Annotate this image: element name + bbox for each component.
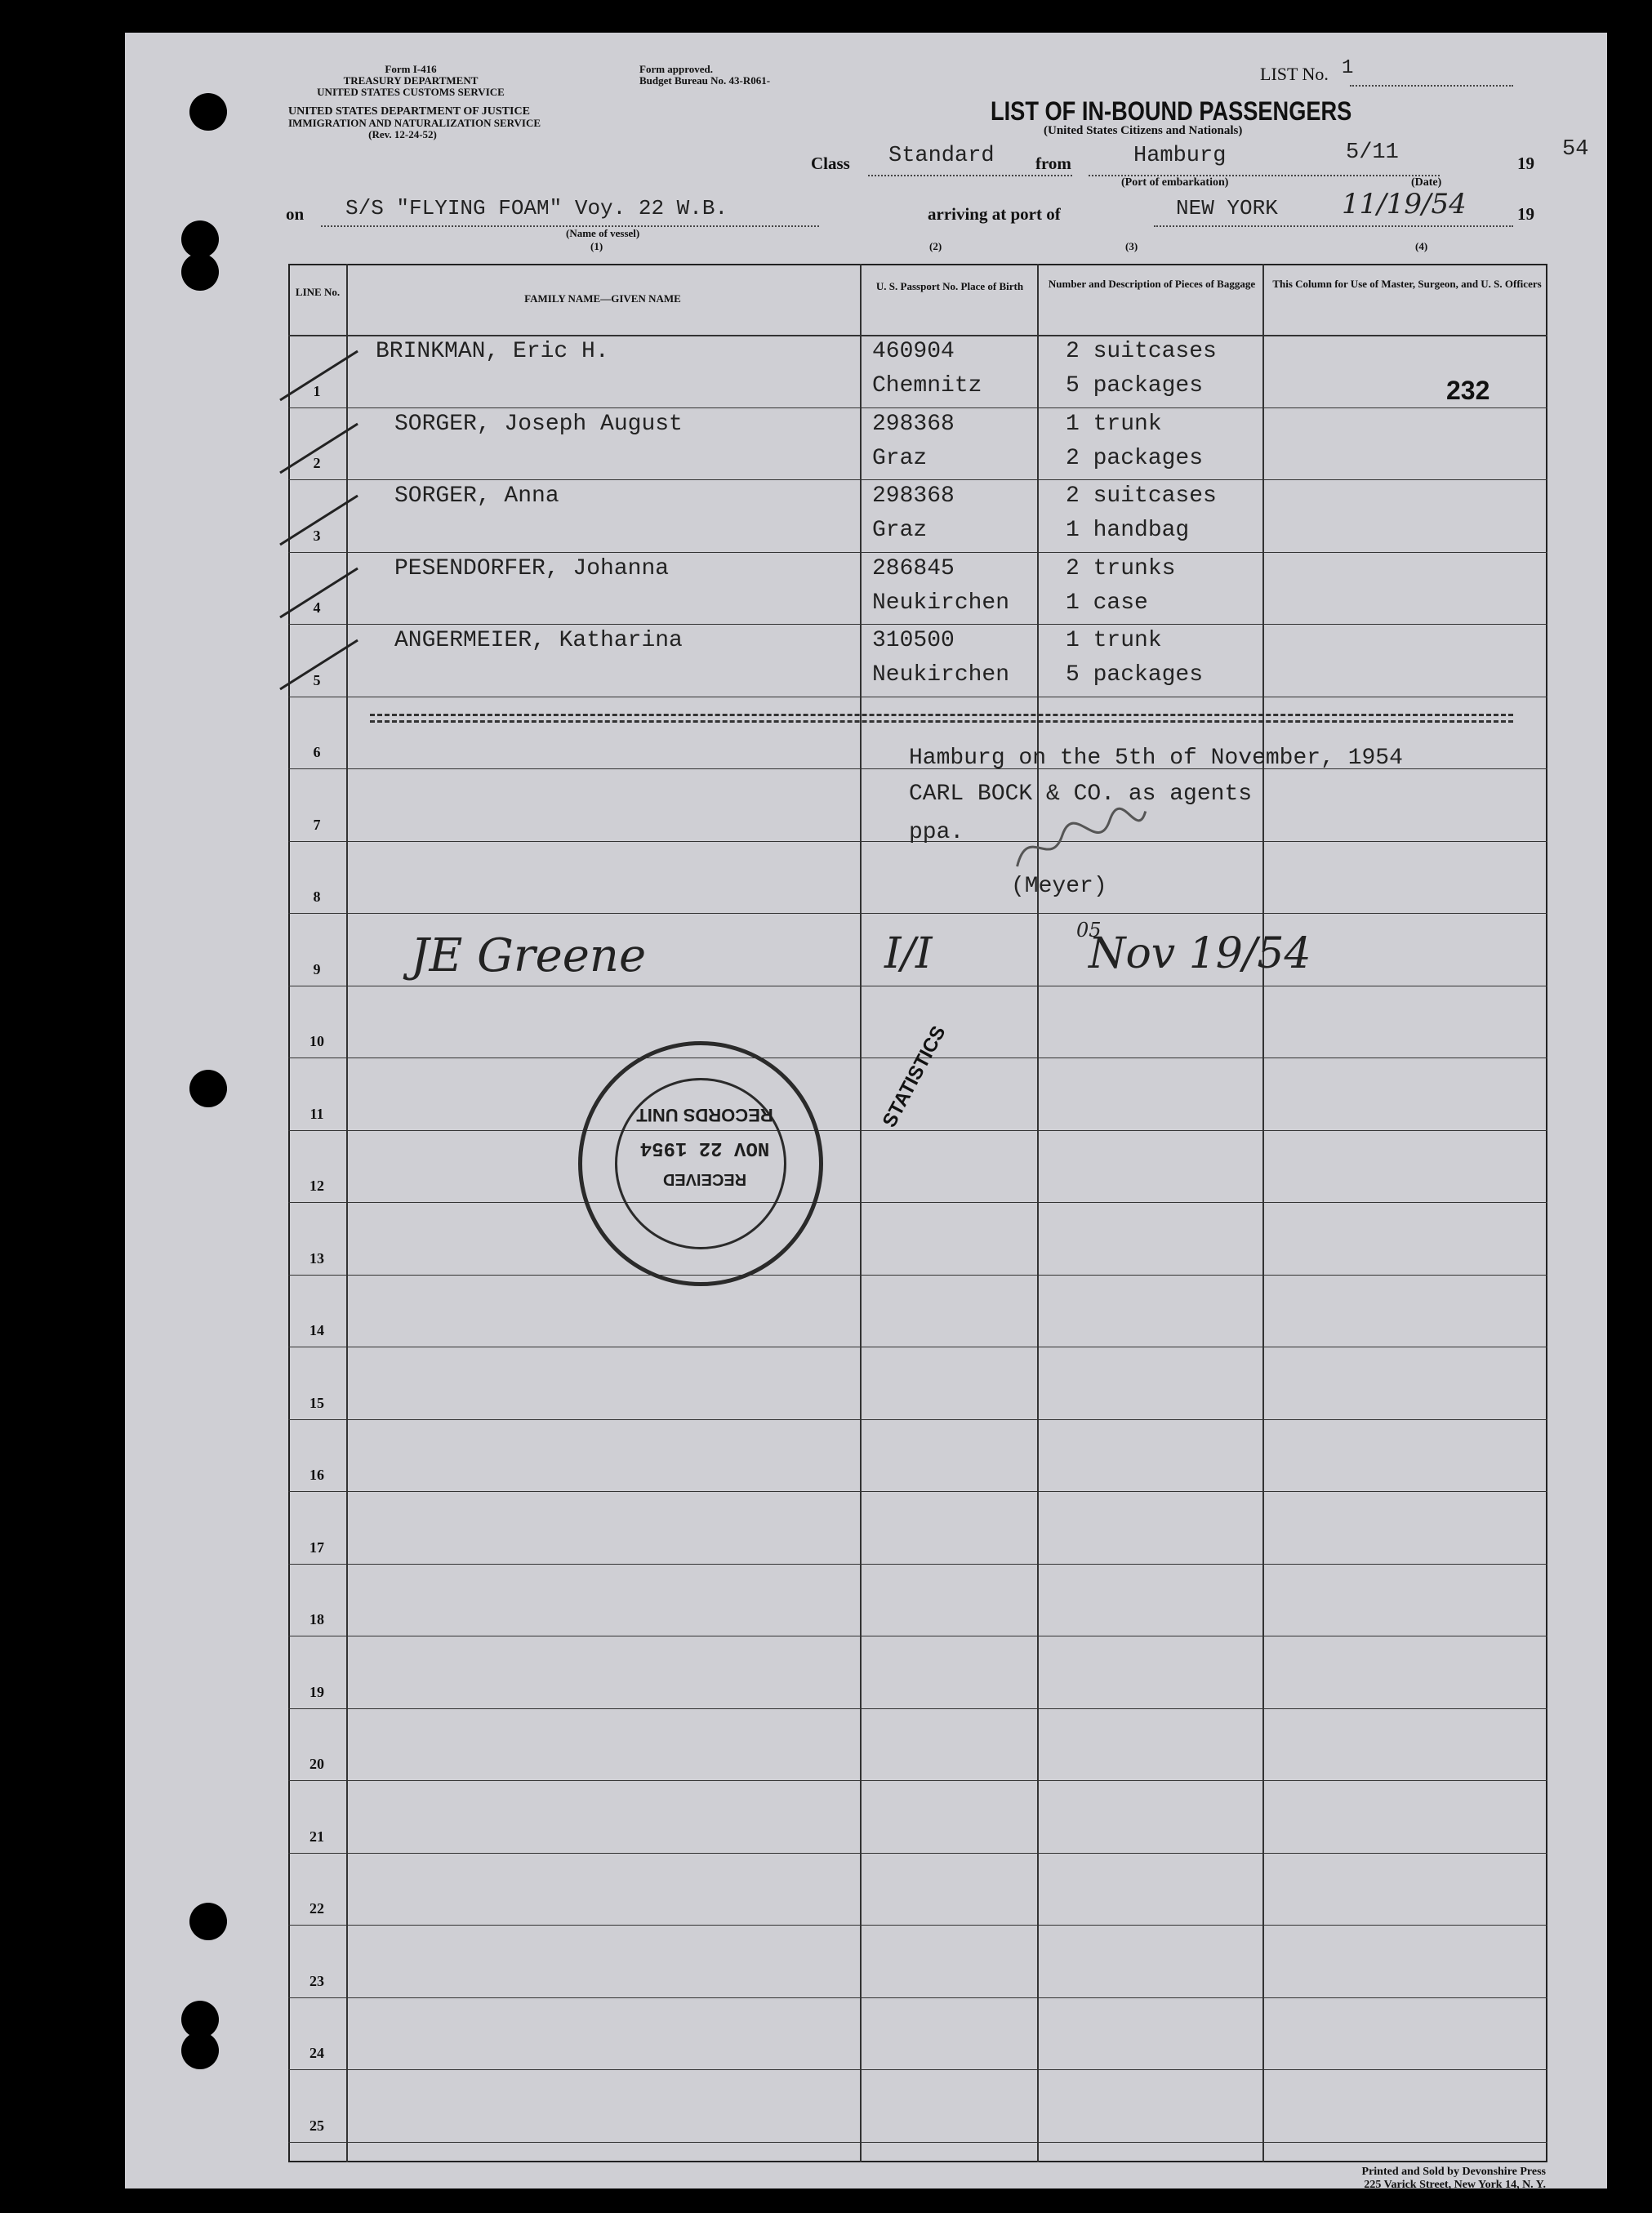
punch-hole bbox=[181, 2032, 219, 2069]
col-divider-passport bbox=[1037, 264, 1039, 2162]
printer-line-1: Printed and Sold by Devonshire Press bbox=[1361, 2166, 1546, 2178]
date-caption: (Date) bbox=[1411, 176, 1442, 189]
passport-number: 298368 bbox=[872, 483, 955, 509]
place-of-birth: Graz bbox=[872, 445, 928, 471]
printer-footer bbox=[1285, 2166, 1546, 2192]
arrival-port: NEW YORK bbox=[1176, 196, 1278, 220]
table-row bbox=[288, 407, 1547, 408]
col-header-baggage: Number and Description of Pieces of Baggage bbox=[1048, 278, 1256, 290]
line-number: 11 bbox=[309, 1105, 324, 1122]
agent-line-4: (Meyer) bbox=[1011, 874, 1107, 899]
line-number: 7 bbox=[313, 816, 321, 833]
stamp-line-2: NOV 22 1954 bbox=[639, 1137, 770, 1159]
baggage-line-2: 5 packages bbox=[1066, 662, 1204, 688]
passport-number: 310500 bbox=[872, 628, 955, 653]
table-row bbox=[288, 624, 1547, 625]
table-row bbox=[288, 1780, 1547, 1781]
place-of-birth: Neukirchen bbox=[872, 590, 1010, 616]
passenger-name: ANGERMEIER, Katharina bbox=[394, 628, 683, 653]
line-number: 1 bbox=[313, 382, 321, 399]
ins-label: IMMIGRATION AND NATURALIZATION SERVICE bbox=[288, 117, 541, 129]
table-row bbox=[288, 1130, 1547, 1131]
punch-hole bbox=[181, 253, 219, 291]
budget-bureau: Budget Bureau No. 43-R061- bbox=[639, 74, 771, 87]
from-value: Hamburg bbox=[1133, 144, 1227, 168]
printer-line-2: 225 Varick Street, New York 14, N. Y. bbox=[1364, 2179, 1546, 2191]
officer-note: 232 bbox=[1446, 376, 1490, 405]
table-row bbox=[288, 1708, 1547, 1709]
line-number: 14 bbox=[309, 1322, 324, 1338]
passenger-name: BRINKMAN, Eric H. bbox=[376, 339, 609, 364]
baggage-line-2: 1 handbag bbox=[1066, 518, 1190, 543]
table-row bbox=[288, 1925, 1547, 1926]
inspector-signature: JE Greene bbox=[411, 929, 647, 982]
form-agency-block bbox=[317, 64, 505, 98]
col-header-passport: U. S. Passport No. Place of Birth bbox=[875, 280, 1024, 292]
check-mark bbox=[276, 632, 366, 697]
form-number: Form I-416 bbox=[385, 63, 437, 75]
line-number: 2 bbox=[313, 455, 321, 471]
col-caption-3: (3) bbox=[1125, 240, 1138, 252]
form-title: LIST OF IN-BOUND PASSENGERS bbox=[991, 96, 1352, 126]
line-number: 5 bbox=[313, 671, 321, 688]
justice-block bbox=[288, 105, 541, 140]
baggage-line-2: 1 case bbox=[1066, 590, 1148, 616]
stamp-line-1: RECORDS UNIT bbox=[636, 1105, 773, 1125]
col-caption-1: (1) bbox=[590, 240, 603, 252]
table-row bbox=[288, 1853, 1547, 1854]
form-subtitle: (United States Citizens and Nationals) bbox=[1044, 124, 1243, 137]
table-row bbox=[288, 913, 1547, 914]
punch-hole bbox=[189, 93, 227, 131]
inspector-date: Nov 19/54 bbox=[1089, 929, 1311, 978]
form-sheet bbox=[125, 33, 1607, 2189]
table-row bbox=[288, 2069, 1547, 2070]
line-number: 20 bbox=[309, 1756, 324, 1772]
baggage-line-1: 2 suitcases bbox=[1066, 483, 1217, 509]
passenger-name: PESENDORFER, Johanna bbox=[394, 555, 670, 581]
line-number: 8 bbox=[313, 888, 321, 905]
line-number: 17 bbox=[309, 1538, 324, 1556]
table-row bbox=[288, 479, 1547, 480]
customs-label: UNITED STATES CUSTOMS SERVICE bbox=[317, 86, 505, 98]
line-number: 3 bbox=[313, 527, 321, 544]
inspector-code: I/I bbox=[884, 929, 933, 978]
separator-line bbox=[370, 714, 1513, 716]
line-number: 23 bbox=[309, 1972, 324, 1989]
place-of-birth: Neukirchen bbox=[872, 662, 1010, 688]
arriving-label: arriving at port of bbox=[928, 204, 1061, 224]
table-row bbox=[288, 1275, 1547, 1276]
date-value: 5/11 bbox=[1346, 140, 1399, 165]
agent-line-2: CARL BOCK & CO. as agents bbox=[909, 781, 1253, 807]
list-no-label: LIST No. bbox=[1260, 64, 1329, 84]
line-number: 22 bbox=[309, 1900, 324, 1917]
passport-number: 286845 bbox=[872, 555, 955, 581]
header-divider bbox=[288, 335, 1547, 336]
on-label: on bbox=[286, 204, 305, 224]
col-caption-2: (2) bbox=[929, 240, 942, 252]
table-row bbox=[288, 1564, 1547, 1565]
line-number: 12 bbox=[309, 1178, 324, 1194]
received-stamp bbox=[578, 1041, 823, 1286]
port-caption: (Port of embarkation) bbox=[1121, 176, 1229, 189]
line-number: 4 bbox=[313, 599, 321, 616]
agent-line-3: ppa. bbox=[909, 820, 964, 845]
line-number: 16 bbox=[309, 1467, 324, 1483]
passport-number: 460904 bbox=[872, 339, 955, 364]
col-header-line: LINE No. bbox=[295, 286, 341, 298]
col-header-officers: This Column for Use of Master, Surgeon, and U. S. Officers bbox=[1272, 278, 1542, 290]
table-row bbox=[288, 1202, 1547, 1203]
line-number: 15 bbox=[309, 1394, 324, 1411]
class-label: Class bbox=[811, 154, 850, 173]
year-value: 54 bbox=[1562, 137, 1589, 162]
punch-hole bbox=[189, 1903, 227, 1940]
baggage-line-2: 2 packages bbox=[1066, 445, 1204, 471]
stamp-line-3: RECEIVED bbox=[662, 1170, 747, 1188]
rev-label: (Rev. 12-24-52) bbox=[368, 128, 437, 140]
class-line bbox=[868, 175, 1072, 176]
table-row bbox=[288, 552, 1547, 553]
approval-block bbox=[639, 64, 786, 87]
vessel-value: S/S "FLYING FOAM" Voy. 22 W.B. bbox=[345, 196, 728, 220]
separator-line-2 bbox=[370, 720, 1513, 723]
baggage-line-2: 5 packages bbox=[1066, 373, 1204, 399]
col-divider-name bbox=[860, 264, 862, 2162]
line-number: 19 bbox=[309, 1683, 324, 1700]
arrival-line bbox=[1154, 225, 1513, 227]
baggage-line-1: 2 suitcases bbox=[1066, 339, 1217, 364]
check-mark bbox=[276, 488, 366, 553]
table-row bbox=[288, 2142, 1547, 2143]
col-divider-baggage bbox=[1262, 264, 1264, 2162]
col-caption-4: (4) bbox=[1415, 240, 1428, 252]
col-header-name: FAMILY NAME—GIVEN NAME bbox=[524, 292, 681, 305]
line-number: 25 bbox=[309, 2117, 324, 2134]
line-number: 21 bbox=[309, 1828, 324, 1845]
list-no-line bbox=[1350, 85, 1513, 87]
year-prefix: 19 bbox=[1517, 154, 1534, 173]
line-number: 24 bbox=[309, 2045, 324, 2061]
baggage-line-1: 2 trunks bbox=[1066, 555, 1176, 581]
vessel-caption: (Name of vessel) bbox=[566, 227, 640, 239]
line-number: 6 bbox=[313, 744, 321, 760]
arrival-year-prefix: 19 bbox=[1517, 204, 1534, 224]
check-mark bbox=[276, 560, 366, 626]
line-number: 9 bbox=[313, 960, 321, 977]
passenger-table bbox=[288, 264, 1547, 2162]
line-number: 10 bbox=[309, 1033, 324, 1049]
arrival-date: 11/19/54 bbox=[1342, 188, 1467, 220]
treasury-label: TREASURY DEPARTMENT bbox=[343, 74, 479, 87]
passport-number: 298368 bbox=[872, 411, 955, 437]
check-mark bbox=[276, 343, 366, 408]
passenger-name: SORGER, Joseph August bbox=[394, 411, 683, 437]
place-of-birth: Graz bbox=[872, 518, 928, 543]
line-number: 18 bbox=[309, 1611, 324, 1627]
form-approved: Form approved. bbox=[639, 63, 714, 75]
line-number: 13 bbox=[309, 1249, 324, 1267]
table-row bbox=[288, 1997, 1547, 1998]
table-row bbox=[288, 1419, 1547, 1420]
baggage-line-1: 1 trunk bbox=[1066, 411, 1162, 437]
statistics-stamp: STATISTICS bbox=[878, 1022, 951, 1132]
list-no-value: 1 bbox=[1342, 57, 1354, 79]
baggage-line-1: 1 trunk bbox=[1066, 628, 1162, 653]
class-value: Standard bbox=[888, 144, 995, 168]
agent-line-1: Hamburg on the 5th of November, 1954 bbox=[909, 746, 1403, 771]
table-row bbox=[288, 1491, 1547, 1492]
punch-hole bbox=[189, 1070, 227, 1107]
check-mark bbox=[276, 416, 366, 481]
inspector-number: 05 bbox=[1076, 919, 1102, 942]
from-label: from bbox=[1035, 154, 1071, 173]
justice-label: UNITED STATES DEPARTMENT OF JUSTICE bbox=[288, 105, 530, 118]
place-of-birth: Chemnitz bbox=[872, 373, 982, 399]
passenger-name: SORGER, Anna bbox=[394, 483, 559, 509]
